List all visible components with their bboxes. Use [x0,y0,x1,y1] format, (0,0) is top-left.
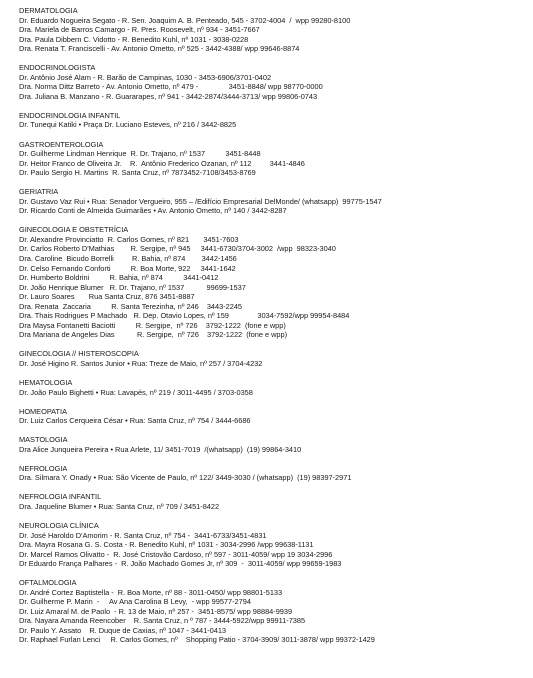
doctor-entry: Dra. Renata T. Franciscelli - Av. Antonio Ometto, nº 525 - 3442-4388/ wpp 99646-8874 [19,44,300,54]
doctor-entry: Dr. Paulo Sergio H. Martins R. Santa Cruz, nº 7873452-7108/3453-8769 [19,168,256,178]
doctor-entry: Dr. José Higino R. Santos Junior • Rua: Treze de Maio, nº 257 / 3704-4232 [19,358,263,368]
doctor-entry: Dr. Gustavo Vaz Rui • Rua: Senador Vergueiro, 955 – /Edifício Empresarial DelMonde/ (whatsapp) 99775-1547 [19,196,382,206]
specialty-heading: ENDOCRINOLOGISTA [19,63,96,73]
specialty-section [19,435,523,454]
doctor-entry: Dr. Raphael Furlan Lenci R. Carlos Gomes, nº Shopping Patio - 3704-3909/ 3011-3878/ wpp 99372-1429 [19,635,375,645]
specialty-heading: GERIATRIA [19,187,59,197]
doctor-entry: Dra. Caroline Bicudo Borrelli R. Bahia, nº 874 3442-1456 [19,253,237,263]
specialty-heading: GINECOLOGIA // HISTEROSCOPIA [19,349,139,359]
doctor-entry: Dr. Guilherme P. Marin - Av Ana Carolina B Levy, - wpp 99577-2794 [19,597,251,607]
specialty-heading: DERMATOLOGIA [19,6,78,15]
doctor-entry: Dr. Eduardo Nogueira Segato - R. Sen. Joaquim A. B. Penteado, 545 - 3702-4004 / wpp 99280-8100 [19,15,351,25]
doctor-entry: Dr. Heitor Franco de Oliveira Jr. R. Antônio Frederico Ozanan, nº 112 3441-4846 [19,158,305,168]
doctor-entry: Dra. Norma Dittz Barreto - Av. Antonio Ometto, nº 479 - 3451-8848/ wpp 98770-0000 [19,82,323,92]
specialty-section [19,492,523,511]
specialty-section [19,464,523,483]
specialty-section [19,225,523,340]
doctor-entry: Dr. Alexandre Provinciatto R. Carlos Gomes, nº 821 3451-7603 [19,234,239,244]
doctor-entry: Dr. Guilherme Lindman Henrique R. Dr. Trajano, nº 1537 3451-8448 [19,149,261,159]
specialty-section [19,521,523,569]
doctor-entry: Dr. Carlos Roberto D'Mathias R. Sergipe, nº 945 3441-6730/3704-3002 /wpp 98323-3040 [19,244,336,254]
specialty-heading: OFTALMOLOGIA [19,578,77,588]
doctor-entry: Dra. Renata Zaccaria R. Santa Terezinha, nº 246 3443-2245 [19,301,243,311]
doctor-entry: Dr. Paulo Y. Assato R. Duque de Caxias, nº 1047 - 3441-0413 [19,625,227,635]
doctor-entry: Dra. Juliana B. Manzano - R. Guararapes, nº 941 - 3442-2874/3444-3713/ wpp 99806-0743 [19,91,318,101]
specialty-heading: NEUROLOGIA CLÍNICA [19,520,99,530]
doctor-entry: Dr. Marcel Ramos Olivatto - R. José Cristovão Cardoso, nº 597 - 3011-4059/ wpp 19 3034-2996 [19,549,333,559]
specialty-section [19,140,523,178]
doctor-entry: Dra. Paula Dibbern C. Vidotto - R. Benedito Kuhl, nº 1031 - 3038-0228 [19,34,249,44]
doctor-entry: Dr. Luiz Carlos Cerqueira César • Rua: Santa Cruz, nº 754 / 3444-6686 [19,416,251,426]
specialty-section [19,349,523,368]
doctor-entry: Dra. Jaqueline Blumer • Rua: Santa Cruz, nº 709 / 3451-8422 [19,501,220,511]
specialty-heading: MASTOLOGIA [19,435,68,445]
doctor-entry: Dra. Mariela de Barros Camargo - R. Pres. Roosevelt, nº 934 - 3451-7667 [19,25,260,35]
doctor-entry: Dr. Celso Fernando Conforti R. Boa Morte, 922 3441-1642 [19,263,236,273]
doctor-entry: Dra. Nayara Amanda Reencober R. Santa Cruz, n º 787 - 3444-5922/wpp 99911-7385 [19,616,306,626]
specialty-heading: NEFROLOGIA INFANTIL [19,492,102,502]
doctor-entry: Dr. João Paulo Bighetti • Rua: Lavapés, nº 219 / 3011-4495 / 3703-0358 [19,387,253,397]
specialty-section [19,111,523,130]
doctor-entry: Dra. Thais Rodrigues P Machado R. Dep. Otavio Lopes, nº 159 3034-7592/wpp 99954-8484 [19,311,350,321]
specialty-section [19,578,523,645]
doctor-entry: Dr. Ricardo Conti de Almeida Guimarães • Av. Antonio Ometto, nº 140 / 3442-8287 [19,206,287,216]
doctor-entry: Dra. Silmara Y. Onady • Rua: São Vicente de Paulo, nº 122/ 3449-3030 / (whatsapp) (19) 98397-2971 [19,473,352,483]
specialty-section [19,378,523,397]
specialty-heading: ENDOCRINOLOGIA INFANTIL [19,110,121,120]
doctor-entry: Dra Mariana de Angeles Dias R. Sergipe, nº 726 3792-1222 (fone e wpp) [19,330,288,340]
specialty-heading: GINECOLOGIA E OBSTETRÍCIA [19,225,129,235]
specialty-section [19,63,523,101]
doctor-entry: Dra Alice Junqueira Pereira • Rua Arlete, 11/ 3451-7019 /(whatsapp) (19) 99864-3410 [19,444,302,454]
doctor-entry: Dra Maysa Fontanetti Baciotti R. Sergipe, nº 726 3792-1222 (fone e wpp) [19,320,286,330]
specialty-heading: NEFROLOGIA [19,463,68,473]
specialty-section [19,6,523,54]
specialty-heading: HEMATOLOGIA [19,378,73,387]
doctor-entry: Dr. João Henrique Blumer R. Dr. Trajano, nº 1537 99699-1537 [19,282,246,292]
doctor-entry: Dr. André Cortez Baptistella - R. Boa Morte, nº 88 - 3011-0450/ wpp 98801-5133 [19,587,283,597]
specialty-section [19,407,523,426]
doctor-entry: Dr. Luiz Amaral M. de Paolo - R. 13 de Maio, nº 257 - 3451-8575/ wpp 98884-9939 [19,606,293,616]
doctor-entry: Dra. Mayra Rosana G. S. Costa - R. Benedito Kuhl, nº 1031 - 3034-2996 /wpp 99638-1131 [19,540,314,550]
specialty-section [19,187,523,216]
specialty-heading: HOMEOPATIA [19,406,67,416]
doctor-entry: Dr. José Haroldo D'Amorim - R. Santa Cruz, nº 754 - 3441-6733/3451-4831 [19,530,267,540]
doctor-entry: Dr. Tunequi Katiki • Praça Dr. Luciano Esteves, nº 216 / 3442-8825 [19,120,237,130]
doctor-entry: Dr Eduardo França Palhares - R. João Machado Gomes Jr, nº 309 - 3011-4059/ wpp 99659-1983 [19,559,342,569]
doctor-entry: Dr. Antônio José Alam - R. Barão de Campinas, 1030 - 3453-6906/3701-0402 [19,72,272,82]
doctor-entry: Dr. Humberto Boldrini R. Bahia, nº 874 3441-0412 [19,273,219,283]
specialty-heading: GASTROENTEROLOGIA [19,139,104,149]
doctor-entry: Dr. Lauro Soares Rua Santa Cruz, 876 3451-8887 [19,292,195,302]
